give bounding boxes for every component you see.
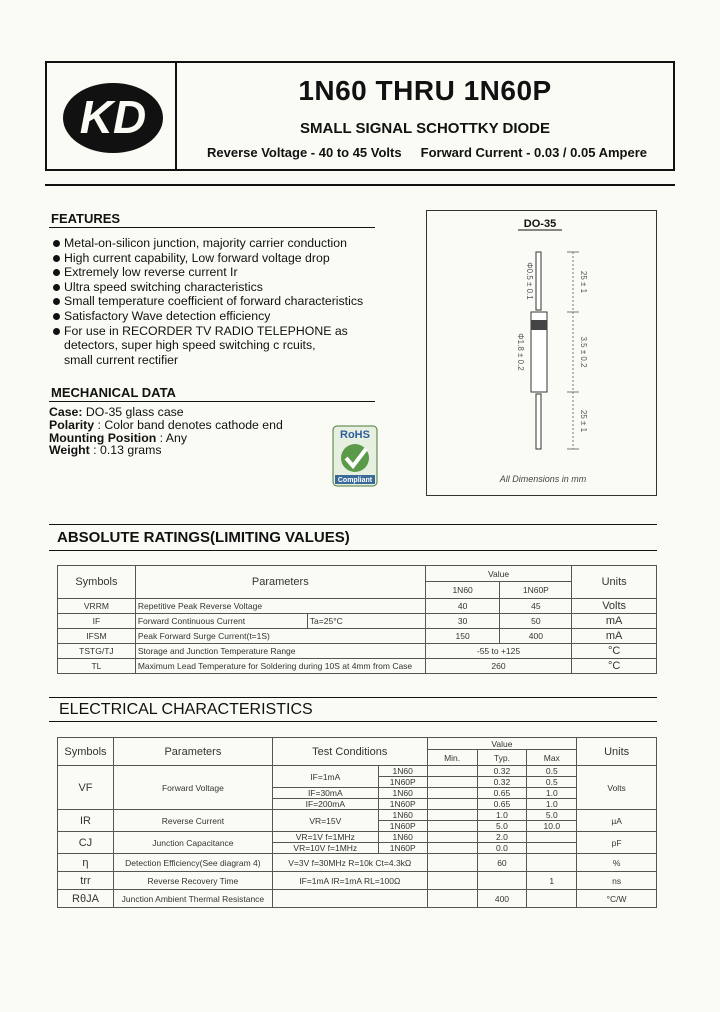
table-cell: 1.0 — [527, 788, 577, 799]
table-cell: µA — [577, 810, 657, 832]
table-cell — [427, 766, 477, 777]
table-row — [58, 832, 657, 843]
table-row — [58, 599, 657, 614]
table-cell: 1 — [527, 872, 577, 890]
table-cell: Peak Forward Surge Current(t=1S) — [135, 629, 425, 644]
table-cell: 10.0 — [527, 821, 577, 832]
table-cell — [272, 890, 427, 908]
ratings-summary — [207, 145, 673, 160]
table-cell: 1N60 — [378, 788, 427, 799]
table-cell: Detection Efficiency(See diagram 4) — [113, 854, 272, 872]
table-cell — [527, 854, 577, 872]
header-cell: 1N60P — [500, 582, 572, 599]
table-cell — [427, 799, 477, 810]
table-cell — [427, 832, 477, 843]
table-cell: 0.5 — [527, 777, 577, 788]
table-cell — [427, 854, 477, 872]
table-cell: η — [58, 854, 114, 872]
table-cell: 5.0 — [527, 810, 577, 821]
features-rule — [49, 227, 375, 228]
table-row — [58, 629, 657, 644]
table-cell: TL — [58, 659, 136, 674]
table-cell: IF=1mA — [272, 766, 378, 788]
table-cell: Volts — [572, 599, 657, 614]
table-row — [58, 614, 657, 629]
table-cell: 1N60P — [378, 843, 427, 854]
absolute-ratings-table — [57, 565, 657, 674]
svg-text:25 ± 1: 25 ± 1 — [579, 409, 588, 433]
svg-text:All Dimensions in mm: All Dimensions in mm — [499, 474, 587, 484]
rohs-badge — [332, 425, 378, 487]
header-box — [45, 61, 675, 171]
table-cell: IR — [58, 810, 114, 832]
header-rule — [45, 184, 675, 186]
table-cell: 50 — [500, 614, 572, 629]
document-subtitle: SMALL SIGNAL SCHOTTKY DIODE — [299, 120, 551, 137]
table-cell — [427, 843, 477, 854]
table-cell — [427, 810, 477, 821]
table-cell: VR=10V f=1MHz — [272, 843, 378, 854]
header-cell: Parameters — [135, 566, 425, 599]
header-cell: Symbols — [58, 738, 114, 766]
table-cell — [527, 843, 577, 854]
table-row — [58, 854, 657, 872]
mechanical-title: MECHANICAL DATA — [51, 385, 176, 400]
case-line: Case: DO-35 glass case — [49, 405, 184, 419]
svg-text:RoHS: RoHS — [340, 429, 370, 441]
table-cell: 0.65 — [477, 788, 527, 799]
mechanical-data — [49, 406, 349, 457]
table-cell: % — [577, 854, 657, 872]
polarity-line: Polarity : Color band denotes cathode end — [49, 417, 283, 432]
table-cell: 150 — [425, 629, 500, 644]
table-row — [58, 644, 657, 659]
list-item: Extremely low reverse current Ir — [52, 265, 402, 280]
list-item: Ultra speed switching characteristics — [52, 280, 402, 295]
cathode-band — [531, 320, 547, 330]
do35-outline — [427, 211, 656, 495]
table-cell: V=3V f=30MHz R=10k Ct=4.3kΩ — [272, 854, 427, 872]
table-cell: IFSM — [58, 629, 136, 644]
table-cell — [427, 788, 477, 799]
table-row — [58, 766, 657, 777]
electrical-title: ELECTRICAL CHARACTERISTICS — [59, 701, 313, 718]
table-cell: Repetitive Peak Reverse Voltage — [135, 599, 425, 614]
table-cell: Ta=25°C — [307, 614, 425, 629]
forward-current: Forward Current - 0.03 / 0.05 Ampere — [420, 145, 647, 160]
header-cell: Min. — [427, 750, 477, 766]
absolute-rule-bottom — [49, 550, 657, 551]
list-item: Metal-on-silicon junction, majority carrier conduction — [52, 236, 402, 251]
table-cell: Maximum Lead Temperature for Soldering during 10S at 4mm from Case — [135, 659, 425, 674]
table-cell: 0.32 — [477, 766, 527, 777]
table-cell: VRRM — [58, 599, 136, 614]
table-cell: 1N60 — [378, 832, 427, 843]
table-cell: Forward Continuous Current — [135, 614, 307, 629]
table-cell: pF — [577, 832, 657, 854]
document-title: 1N60 THRU 1N60P — [298, 75, 552, 106]
header-cell: Typ. — [477, 750, 527, 766]
weight-line: Weight : 0.13 grams — [49, 443, 162, 458]
table-cell: trr — [58, 872, 114, 890]
table-cell: 40 — [425, 599, 500, 614]
table-cell — [477, 872, 527, 890]
table-cell: RθJA — [58, 890, 114, 908]
table-cell — [527, 832, 577, 843]
absolute-rule-top — [49, 524, 657, 525]
electrical-rule-top — [49, 697, 657, 698]
svg-text:DO-35: DO-35 — [523, 218, 557, 230]
list-item: For use in RECORDER TV RADIO TELEPHONE as — [52, 324, 402, 339]
mechanical-rule — [49, 401, 375, 402]
table-row — [58, 872, 657, 890]
table-cell — [527, 890, 577, 908]
features-list — [52, 236, 402, 367]
table-cell: IF=200mA — [272, 799, 378, 810]
svg-text:KD: KD — [79, 91, 147, 143]
table-cell: 1N60P — [378, 799, 427, 810]
table-cell: 260 — [425, 659, 572, 674]
table-row — [58, 659, 657, 674]
table-cell: 0.65 — [477, 799, 527, 810]
table-cell: Forward Voltage — [113, 766, 272, 810]
list-item: Satisfactory Wave detection efficiency — [52, 309, 402, 324]
table-cell: 0.5 — [527, 766, 577, 777]
reverse-voltage: Reverse Voltage - 40 to 45 Volts — [207, 145, 402, 160]
table-row — [58, 890, 657, 908]
table-cell: 60 — [477, 854, 527, 872]
list-item-continuation: small current rectifier — [64, 352, 179, 367]
list-item: High current capability, Low forward voltage drop — [52, 251, 402, 266]
table-cell — [427, 872, 477, 890]
table-cell: mA — [572, 629, 657, 644]
table-cell: 1N60P — [378, 821, 427, 832]
header-cell: Units — [577, 738, 657, 766]
table-row — [58, 810, 657, 821]
table-cell: TSTG/TJ — [58, 644, 136, 659]
table-cell: °C/W — [577, 890, 657, 908]
features-title: FEATURES — [51, 211, 121, 226]
table-cell: 30 — [425, 614, 500, 629]
table-cell: 400 — [500, 629, 572, 644]
table-cell: Storage and Junction Temperature Range — [135, 644, 425, 659]
table-cell: -55 to +125 — [425, 644, 572, 659]
header-cell: Value — [425, 566, 572, 582]
table-cell: CJ — [58, 832, 114, 854]
table-cell: IF=1mA IR=1mA RL=100Ω — [272, 872, 427, 890]
table-cell: 2.0 — [477, 832, 527, 843]
table-cell: 5.0 — [477, 821, 527, 832]
table-cell — [427, 821, 477, 832]
table-cell: 0.0 — [477, 843, 527, 854]
svg-text:3.5 ± 0.2: 3.5 ± 0.2 — [579, 336, 588, 368]
table-cell — [427, 777, 477, 788]
svg-text:Compliant: Compliant — [337, 477, 373, 484]
header-cell: Test Conditions — [272, 738, 427, 766]
table-cell: 1N60 — [378, 766, 427, 777]
table-cell: 1.0 — [527, 799, 577, 810]
header-cell: Parameters — [113, 738, 272, 766]
table-cell: Volts — [577, 766, 657, 810]
table-cell: Junction Ambient Thermal Resistance — [113, 890, 272, 908]
table-cell: VF — [58, 766, 114, 810]
list-item: Small temperature coefficient of forward characteristics — [52, 294, 402, 309]
package-diagram-box — [426, 210, 657, 496]
table-cell: °C — [572, 659, 657, 674]
table-cell: 1N60 — [378, 810, 427, 821]
table-cell: Junction Capacitance — [113, 832, 272, 854]
table-cell: ns — [577, 872, 657, 890]
table-cell: IF=30mA — [272, 788, 378, 799]
table-cell: 0.32 — [477, 777, 527, 788]
table-cell: VR=1V f=1MHz — [272, 832, 378, 843]
absolute-title: ABSOLUTE RATINGS(LIMITING VALUES) — [57, 529, 350, 546]
header-cell: Symbols — [58, 566, 136, 599]
electrical-rule-bottom — [49, 721, 657, 722]
header-cell: Value — [427, 738, 577, 750]
table-cell: Reverse Recovery Time — [113, 872, 272, 890]
table-cell: mA — [572, 614, 657, 629]
mounting-line: Mounting Position : Any — [49, 430, 187, 445]
svg-text:25 ± 1: 25 ± 1 — [579, 270, 588, 294]
svg-text:Φ1.8 ± 0.2: Φ1.8 ± 0.2 — [516, 333, 525, 371]
header-cell: 1N60 — [425, 582, 500, 599]
header-cell: Units — [572, 566, 657, 599]
list-item-continuation: detectors, super high speed switching c rcuits, — [64, 338, 316, 353]
table-cell: 1N60P — [378, 777, 427, 788]
table-cell: 45 — [500, 599, 572, 614]
table-cell: 400 — [477, 890, 527, 908]
kd-logo — [61, 81, 165, 155]
svg-text:Φ0.5 ± 0.1: Φ0.5 ± 0.1 — [525, 262, 534, 300]
table-cell: 1.0 — [477, 810, 527, 821]
table-cell: IF — [58, 614, 136, 629]
table-cell — [427, 890, 477, 908]
table-cell: VR=15V — [272, 810, 378, 832]
table-cell: °C — [572, 644, 657, 659]
header-cell: Max — [527, 750, 577, 766]
table-cell: Reverse Current — [113, 810, 272, 832]
electrical-table — [57, 737, 657, 908]
